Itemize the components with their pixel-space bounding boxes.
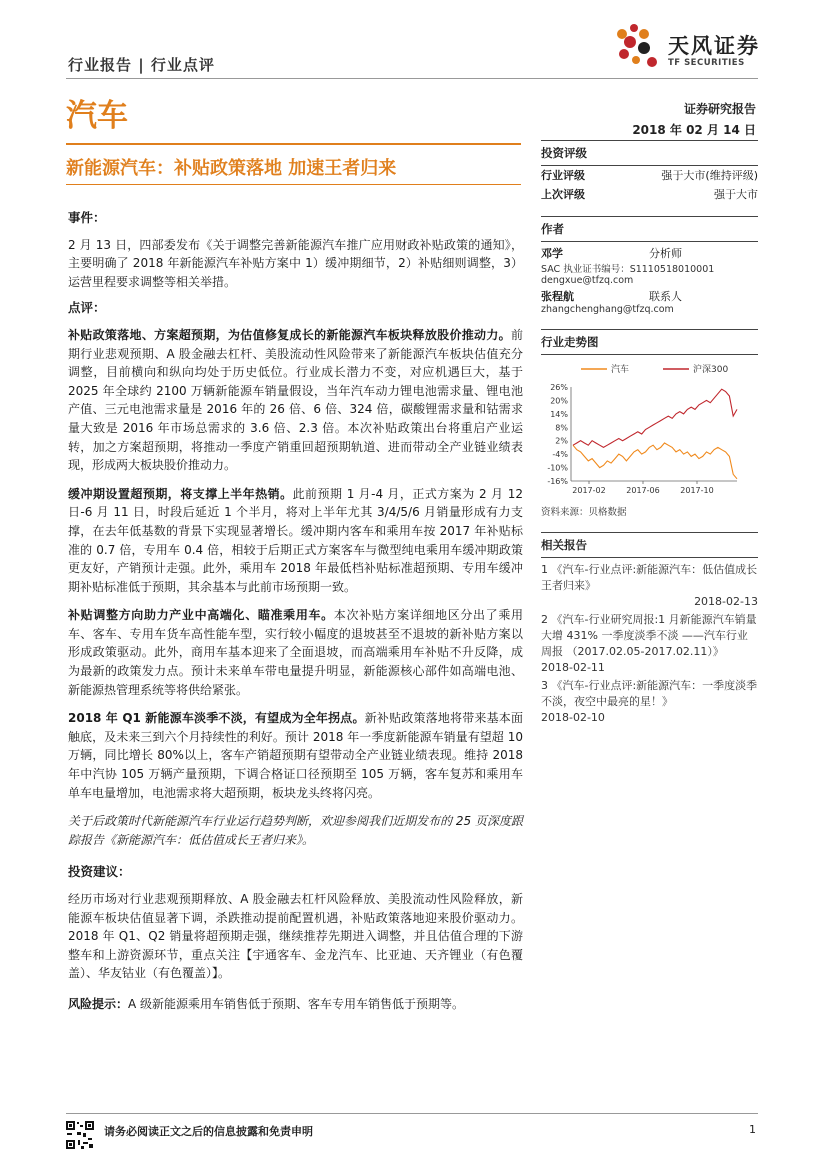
report-date: 2018 年 02 月 14 日	[632, 123, 756, 137]
y-tick-label: -10%	[547, 463, 568, 473]
x-tick-label: 2017-02	[572, 486, 606, 495]
author-rule-top	[541, 216, 758, 217]
sector-title: 汽车	[66, 98, 128, 134]
author-heading: 作者	[541, 222, 564, 236]
comment-para-3-text: 本次补贴方案详细地区分出了乘用车、客车、专用车货车高性能车型，实行较小幅度的退坡甚至不退坡的新补贴方案以形成政策驱动。此外，商用车基本迎来了全面退坡，而高端乘用车补贴不升反降，成为最新的政策发力点。预计未来单车带电量提升明显，新能源核心部件如高端电池、新能源热管理系统等将供给紧张。	[68, 608, 523, 697]
trend-heading: 行业走势图	[541, 335, 599, 349]
author-2-email[interactable]: zhangchenghang@tfzq.com	[541, 304, 674, 315]
risk-para	[68, 995, 523, 1014]
y-tick-label: 20%	[550, 396, 568, 406]
qr-code-icon	[65, 1120, 95, 1150]
comment-para-4	[68, 709, 523, 802]
logo-text-cn: 天风证券	[668, 34, 760, 58]
advice-text: 经历市场对行业悲观预期释放、A 股金融去杠杆风险释放、美股流动性风险释放，新能源车板块估值显著下调，杀跌推动提前配置机遇，补贴政策落地迎来股价驱动力。2018 年 Q1、Q2 销量将超预期走强，继续推荐先期进入调整，并且估值合理的下游整车和上游资源环节，重点关注【宇通客车、金龙汽车、比亚迪、天齐锂业（有色覆盖）、华友钴业（有色覆盖）】。	[68, 892, 523, 981]
event-text: 2 月 13 日，四部委发布《关于调整完善新能源汽车推广应用财政补贴政策的通知》，主要明确了 2018 年新能源汽车补贴方案中 1）缓冲期细节，2）补贴细则调整，3）运营里程要求调整等相关举措。	[68, 237, 523, 289]
rating-label: 行业评级	[541, 169, 585, 182]
sidebar	[541, 140, 758, 726]
related-item-3-date: 2018-02-10	[541, 711, 605, 724]
rating-heading: 投资评级	[541, 146, 587, 160]
y-tick-label: 26%	[550, 383, 568, 392]
industry-trend-chart	[541, 357, 758, 502]
comment-para-2-text: 此前预期 1 月-4 月，正式方案为 2 月 12 日-6 月 11 日，时段后延近 1 个半月，将对上半年尤其 3/4/5/6 月销量形成有力支撑，在去年低基数的背景下实现显著增长。缓冲期内客车和乘用车按 2017 年补贴标准的 0.7 倍，专用车 0.4 倍，相较于后期正式方案客车与微型纯电乘用车缓冲期政策更友好，产销预计走强。此外，乘用车 2018 年最低档补贴标准超预期、专用车缓冲期补贴标准低于预期，其余基本与此前市场预期一致。	[68, 486, 523, 594]
comment-para-2-lead: 缓冲期设置超预期，将支撑上半年热销。	[68, 486, 293, 501]
report-title: 新能源汽车：补贴政策落地 加速王者归来	[66, 158, 397, 179]
author-rule	[541, 241, 758, 242]
y-tick-label: 8%	[555, 423, 568, 433]
advice-heading: 投资建议：	[68, 864, 131, 880]
logo-text-en: TF SECURITIES	[668, 58, 745, 68]
report-type: 证券研究报告	[683, 102, 756, 116]
title-rule-bottom	[66, 184, 521, 185]
comment-heading: 点评：	[68, 300, 106, 316]
prev-rating-row	[541, 185, 758, 204]
chart-source: 资料来源：贝格数据	[541, 507, 627, 518]
comment-para-1-text: 前期行业悲观预期、A 股金融去杠杆、美股流动性风险带来了新能源汽车板块估值充分调整，目前横向和纵向均处于历史低位。行业成长潜力不变，对应机遇巨大，基于 2025 年全球约 2100 万辆新能源车销量假设，当年汽车动力锂电池需求量、锂电池产值、三元电池需求量是 2016 年的 26 倍、6 倍、324 倍，碳酸锂需求量和钴需求量大致是 2016 年市场总需求的 3.6 倍、2.3 倍。本次补贴政策出台将重启产业运转，加之方案超预期，将推动一季度产销重回超预期轨道、进而带动全产业链业绩表现，形成两大板块股价推动力。	[68, 327, 523, 473]
related-rule-top	[541, 532, 758, 533]
y-tick-label: 14%	[550, 409, 568, 419]
y-tick-label: -16%	[547, 477, 568, 486]
related-item-2-title: 2 《汽车-行业研究周报:1 月新能源汽车销量大增 431% 一季度淡季不淡 ——汽车行业周报 （2017.02.05-2017.02.11）》	[541, 613, 757, 658]
rating-value: 强于大市(维持评级)	[661, 169, 758, 182]
prev-rating-label: 上次评级	[541, 188, 585, 201]
comment-para-3-lead: 补贴调整方向助力产业中高端化、瞄准乘用车。	[68, 608, 334, 623]
author-1-role: 分析师	[649, 247, 682, 260]
prev-rating-value: 强于大市	[714, 188, 758, 201]
trend-rule-top	[541, 329, 758, 330]
y-tick-label: 2%	[555, 436, 568, 446]
related-item-1[interactable]	[541, 562, 758, 610]
series-line-auto	[573, 443, 737, 479]
comment-para-4-text: 新补贴政策落地将带来基本面触底，及未来三到六个月持续性的利好。预计 2018 年一季度新能源车销量有望超 10 万辆，同比增长 80%以上，客车产销超预期有望带动全产业链业绩表现。维持 2018 年中汽协 105 万辆产量预期，下调合格证口径预期至 105 万辆，客车复苏和乘用车单车电量增加，电池需求将大超预期，板块龙头终将闪亮。	[68, 711, 523, 800]
related-item-2-date: 2018-02-11	[541, 661, 605, 674]
author-1-cert: SAC 执业证书编号：S1110518010001	[541, 264, 715, 275]
related-rule	[541, 557, 758, 558]
comment-para-2	[68, 485, 523, 597]
related-heading: 相关报告	[541, 538, 587, 552]
author-1-email[interactable]: dengxue@tfzq.com	[541, 275, 634, 286]
series-line-hs300	[573, 389, 737, 447]
footer-disclaimer[interactable]: 请务必阅读正文之后的信息披露和免责申明	[104, 1125, 313, 1138]
related-item-3-title: 3 《汽车-行业点评:新能源汽车：一季度淡季不淡，夜空中最亮的星！》	[541, 679, 758, 708]
related-item-1-title: 1 《汽车-行业点评:新能源汽车：低估值成长王者归来》	[541, 563, 758, 592]
x-tick-label: 2017-06	[626, 486, 660, 495]
event-heading: 事件：	[68, 210, 106, 225]
legend-label-1: 汽车	[611, 365, 630, 375]
comment-para-1-lead: 补贴政策落地、方案超预期，为估值修复成长的新能源汽车板块释放股价推动力。	[68, 327, 511, 342]
comment-para-3	[68, 606, 523, 699]
legend-label-2: 沪深300	[693, 365, 729, 375]
author-2	[541, 288, 758, 315]
related-item-3[interactable]	[541, 678, 758, 726]
page-number: 1	[749, 1123, 756, 1136]
author-2-name: 张程航	[541, 290, 574, 303]
author-1	[541, 245, 758, 286]
comment-para-4-lead: 2018 年 Q1 新能源车淡季不淡，有望成为全年拐点。	[68, 711, 365, 726]
x-tick-label: 2017-10	[680, 486, 714, 495]
footer-divider	[66, 1113, 758, 1114]
author-2-role: 联系人	[649, 290, 682, 303]
header-divider	[66, 78, 758, 79]
risk-text: A 级新能源乘用车销售低于预期、客车专用车销售低于预期等。	[128, 996, 465, 1011]
sidebar-rule	[541, 140, 758, 141]
main-column	[68, 209, 523, 1014]
title-rule-top	[66, 143, 521, 145]
comment-para-1	[68, 326, 523, 475]
rating-row	[541, 166, 758, 185]
related-item-2[interactable]	[541, 612, 758, 676]
italic-note: 关于后政策时代新能源汽车行业运行趋势判断，欢迎参阅我们近期发布的 25 页深度跟踪报告《新能源汽车：低估值成长王者归来》。	[68, 814, 523, 847]
related-item-1-date: 2018-02-13	[694, 595, 758, 608]
trend-rule	[541, 354, 758, 355]
report-category: 行业报告 | 行业点评	[68, 56, 215, 74]
author-1-name: 邓学	[541, 247, 563, 260]
risk-heading: 风险提示：	[68, 996, 129, 1011]
y-tick-label: -4%	[552, 450, 568, 460]
